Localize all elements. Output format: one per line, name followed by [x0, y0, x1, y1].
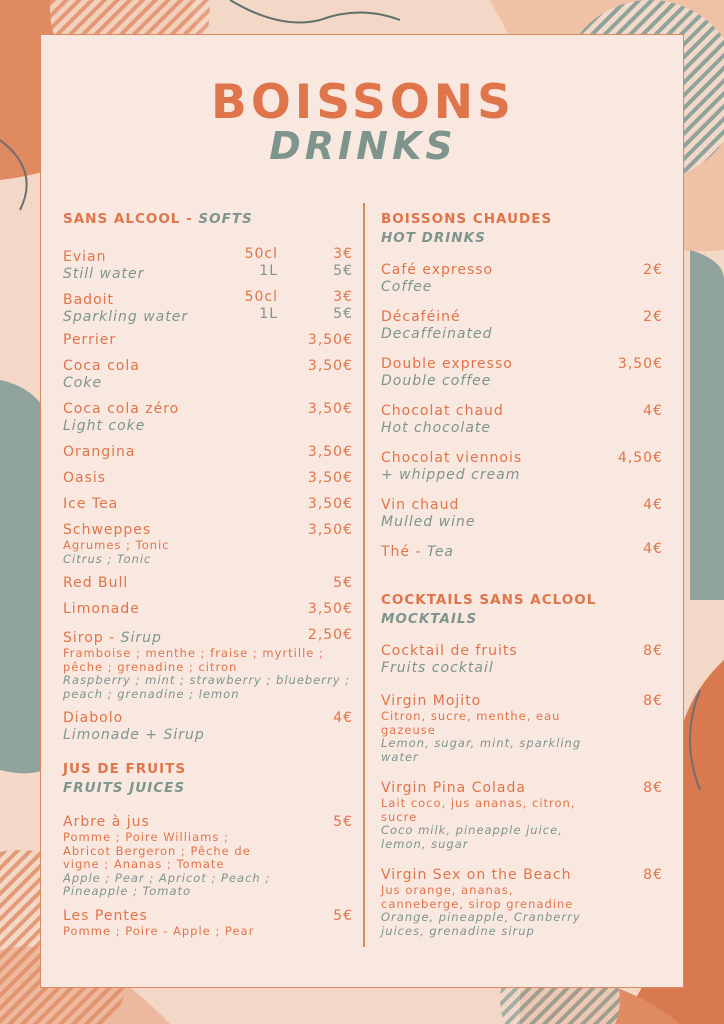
menu-item-cocktail-de-fruits: Cocktail de fruits Fruits cocktail 8€ [381, 643, 663, 676]
menu-item-limonade: Limonade 3,50€ [63, 601, 353, 617]
menu-item-the: Thé - Tea 4€ [381, 541, 663, 560]
menu-item-chocolat-viennois: Chocolat viennois + whipped cream 4,50€ [381, 450, 663, 483]
menu-item-diabolo: Diabolo Limonade + Sirup 4€ [63, 710, 353, 743]
left-column [63, 210, 353, 938]
menu-item-vin-chaud: Vin chaud Mulled wine 4€ [381, 497, 663, 530]
menu-item-coca-zero: Coca cola zéro Light coke 3,50€ [63, 401, 353, 434]
menu-item-cafe-expresso: Café expresso Coffee 2€ [381, 262, 663, 295]
juices-heading-en: FRUITS JUICES [63, 780, 186, 796]
right-column [381, 210, 663, 938]
menu-item-double-expresso: Double expresso Double coffee 3,50€ [381, 356, 663, 389]
menu-item-orangina: Orangina 3,50€ [63, 444, 353, 460]
menu-item-virgin-sex-on-the-beach: Virgin Sex on the Beach Jus orange, ananas, canneberge, sirop grenadine Orange, pineapple, Cranberry juices, grenadine sirup 8€ [381, 867, 663, 938]
menu-item-red-bull: Red Bull 5€ [63, 575, 353, 591]
menu-item-arbre-a-jus: Arbre à jus Pomme ; Poire Williams ; Abricot Bergeron ; Pêche de vigne ; Ananas ; Tomate Apple ; Pear ; Apricot ; Peach ; Pineapple ; Tomato 5€ [63, 814, 353, 898]
juices-heading: JUS DE FRUITS [63, 761, 187, 777]
menu-item-ice-tea: Ice Tea 3,50€ [63, 496, 353, 512]
menu-item-decafeine: Décaféiné Decaffeinated 2€ [381, 309, 663, 342]
menu-item-sirop: Sirop - Sirup Framboise ; menthe ; fraise ; myrtille ; pêche ; grenadine ; citron Raspberry ; mint ; strawberry ; blueberry ; peach ; grenadine ; lemon 2,50€ [63, 627, 353, 701]
menu-item-schweppes: Schweppes Agrumes ; Tonic Citrus ; Tonic 3,50€ [63, 522, 353, 566]
mocktails-heading-en: MOCKTAILS [381, 611, 478, 627]
menu-item-badoit: Badoit 50cl 3€ Sparkling water 1L 5€ [63, 289, 353, 325]
title: BOISSONS [211, 75, 515, 130]
hot-drinks-heading: BOISSONS CHAUDES [381, 211, 553, 227]
softs-heading: SANS ALCOOL - SOFTS [63, 211, 253, 227]
hot-drinks-heading-en: HOT DRINKS [381, 230, 486, 246]
menu-item-virgin-mojito: Virgin Mojito Citron, sucre, menthe, eau gazeuse Lemon, sugar, mint, sparkling water 8€ [381, 693, 663, 764]
menu-item-coca: Coca cola Coke 3,50€ [63, 358, 353, 391]
menu-item-chocolat-chaud: Chocolat chaud Hot chocolate 4€ [381, 403, 663, 436]
menu-item-perrier: Perrier 3,50€ [63, 332, 353, 348]
menu-item-les-pentes: Les Pentes Pomme ; Poire - Apple ; Pear 5€ [63, 907, 353, 938]
menu-item-evian: Evian 50cl 3€ Still water 1L 5€ [63, 246, 353, 282]
mocktails-heading: COCKTAILS SANS ACLOOL [381, 592, 597, 608]
menu-card [40, 34, 684, 988]
column-divider [363, 203, 365, 947]
subtitle: DRINKS [269, 124, 457, 168]
menu-item-virgin-pina-colada: Virgin Pina Colada Lait coco, jus ananas, citron, sucre Coco milk, pineapple juice, lemon, sugar 8€ [381, 780, 663, 851]
menu-item-oasis: Oasis 3,50€ [63, 470, 353, 486]
